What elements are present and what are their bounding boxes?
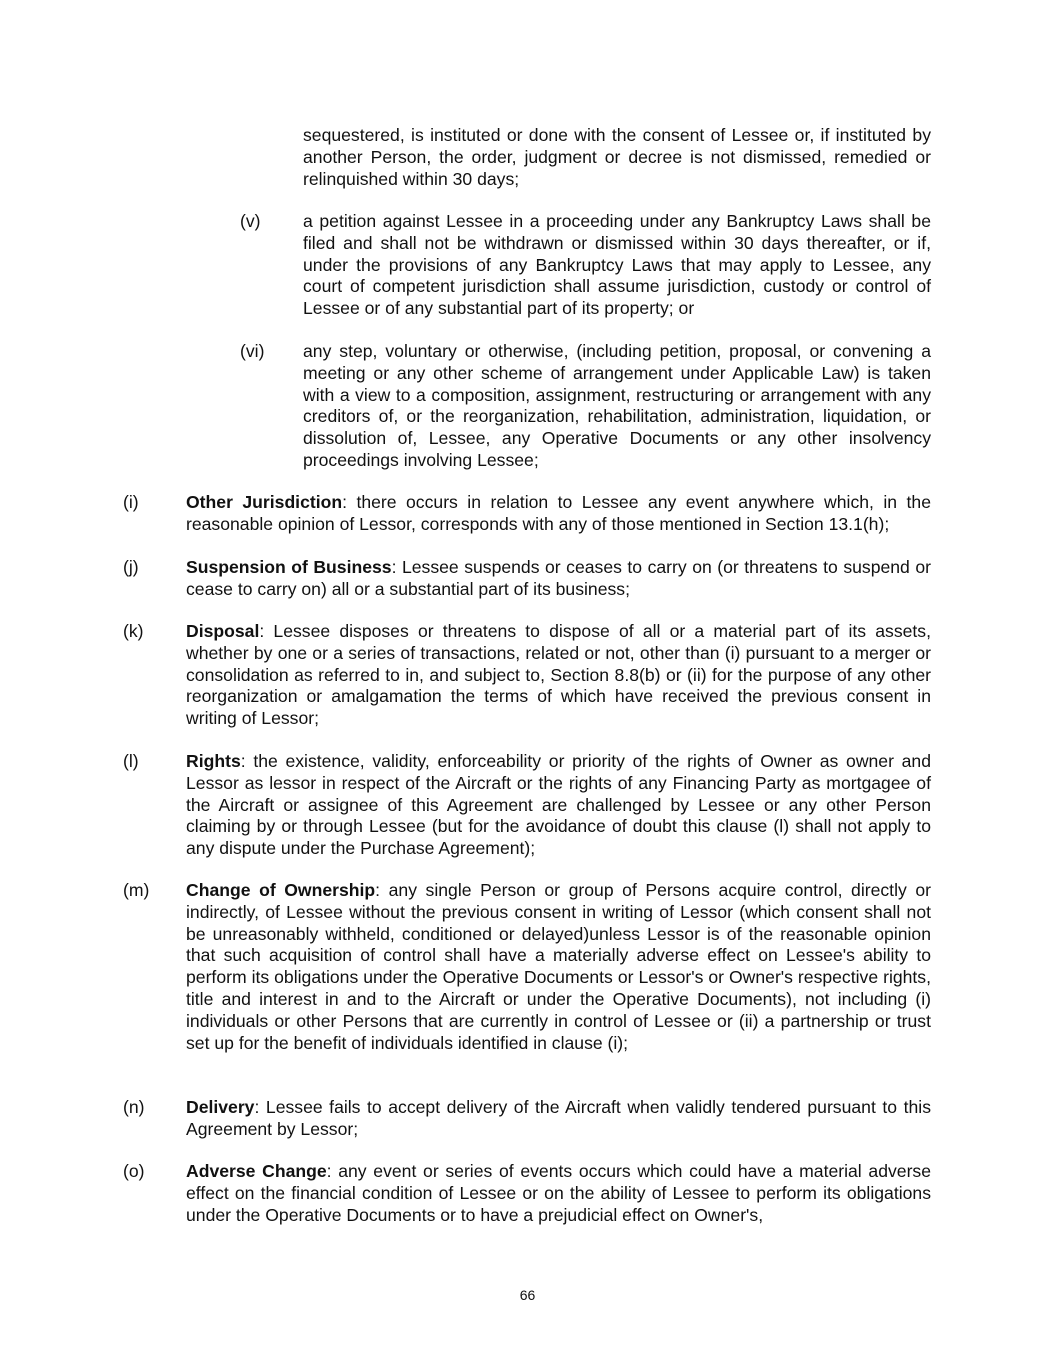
sub-item-text-vi: any step, voluntary or otherwise, (including petition, proposal, or convening a meeting or any other scheme of arrangement under Applicable Law) is taken with a view to a composition, assignment, restructuring or arrangement with any creditors of, or the reorganization, rehabilitation, administration, liquidation, or dissolution of, Lessee, any Operative Documents or any other insolvency proceedings involving Lessee; — [303, 341, 931, 470]
page-number: 66 — [519, 1287, 536, 1303]
item-label-l: (l) — [123, 751, 139, 771]
item-text: : Lessee disposes or threatens to dispose of all or a material part of its assets, whether by one or a series of transactions, related or not, other than (i) pursuant to a merger or consolidation as referred to in, and subject to, Section 8.8(b) or (ii) for the purpose of any other reorganization or amalgamation the terms of which have received the previous consent in writing of Lessor; — [186, 621, 931, 729]
item-o-adverse-change — [186, 1161, 931, 1226]
item-label-j: (j) — [123, 557, 139, 577]
item-n-delivery — [186, 1097, 931, 1141]
continuation-paragraph: sequestered, is instituted or done with the consent of Lessee or, if instituted by another Person, the order, judgment or decree is not dismissed, remedied or relinquished within 30 days; — [303, 125, 931, 189]
item-heading: Other Jurisdiction — [186, 492, 343, 512]
item-label-n: (n) — [123, 1097, 145, 1117]
sub-item-label-vi: (vi) — [240, 341, 265, 361]
item-text: : there occurs in relation to Lessee any event anywhere which, in the reasonable opinion of Lessor, corresponds with any of those mentioned in Section 13.1(h); — [186, 492, 931, 534]
item-text: : Lessee fails to accept delivery of the Aircraft when validly tendered pursuant to this Agreement by Lessor; — [186, 1097, 931, 1139]
item-text: : the existence, validity, enforceability or priority of the rights of Owner as owner and Lessor as lessor in respect of the Aircraft or the rights of any Financing Party as mortgagee of the Aircraft or assignee of this Agreement are challenged by Lessee or any other Person claiming by or through Lessee (but for the avoidance of doubt this clause (l) shall not apply to any dispute under the Purchase Agreement); — [186, 751, 931, 859]
item-label-i: (i) — [123, 492, 139, 512]
item-m-change-of-ownership — [186, 880, 931, 1054]
item-j-suspension-of-business — [186, 557, 931, 601]
item-text: : Lessee suspends or ceases to carry on (or threatens to suspend or cease to carry on) all or a substantial part of its business; — [186, 557, 931, 599]
item-i-other-jurisdiction — [186, 492, 931, 536]
item-l-rights — [186, 751, 931, 860]
item-heading: Change of Ownership — [186, 880, 376, 900]
item-heading: Adverse Change — [186, 1161, 327, 1181]
item-label-k: (k) — [123, 621, 144, 641]
item-heading: Disposal — [186, 621, 260, 641]
item-k-disposal — [186, 621, 931, 730]
item-label-m: (m) — [123, 880, 150, 900]
item-text: : any single Person or group of Persons acquire control, directly or indirectly, of Lessee without the previous consent in writing of Lessor (which consent shall not be unreasonably withheld, conditioned or delayed)unless Lessor is of the reasonable opinion that such acquisition of control shall have a materially adverse effect on Lessee's ability to perform its obligations under the Operative Documents or Lessor's or Owner's respective rights, title and interest in and to the Aircraft or under the Operative Documents), not including (i) individuals or other Persons that are currently in control of Lessee or (ii) a partnership or trust set up for the benefit of individuals identified in clause (i); — [186, 880, 931, 1053]
item-label-o: (o) — [123, 1161, 145, 1181]
item-heading: Delivery — [186, 1097, 255, 1117]
item-heading: Rights — [186, 751, 241, 771]
sub-item-label-v: (v) — [240, 211, 261, 231]
sub-item-text-v: a petition against Lessee in a proceeding under any Bankruptcy Laws shall be filed and shall not be withdrawn or dismissed within 30 days thereafter, or if, under the provisions of any Bankruptcy Laws that may apply to Lessee, any court of competent jurisdiction shall assume jurisdiction, custody or control of Lessee or of any substantial part of its property; or — [303, 211, 931, 319]
item-text: : any event or series of events occurs which could have a material adverse effect on the financial condition of Lessee or on the ability of Lessee to perform its obligations under the Operative Documents or to have a prejudicial effect on Owner's, — [186, 1161, 932, 1225]
item-heading: Suspension of Business — [186, 557, 392, 577]
